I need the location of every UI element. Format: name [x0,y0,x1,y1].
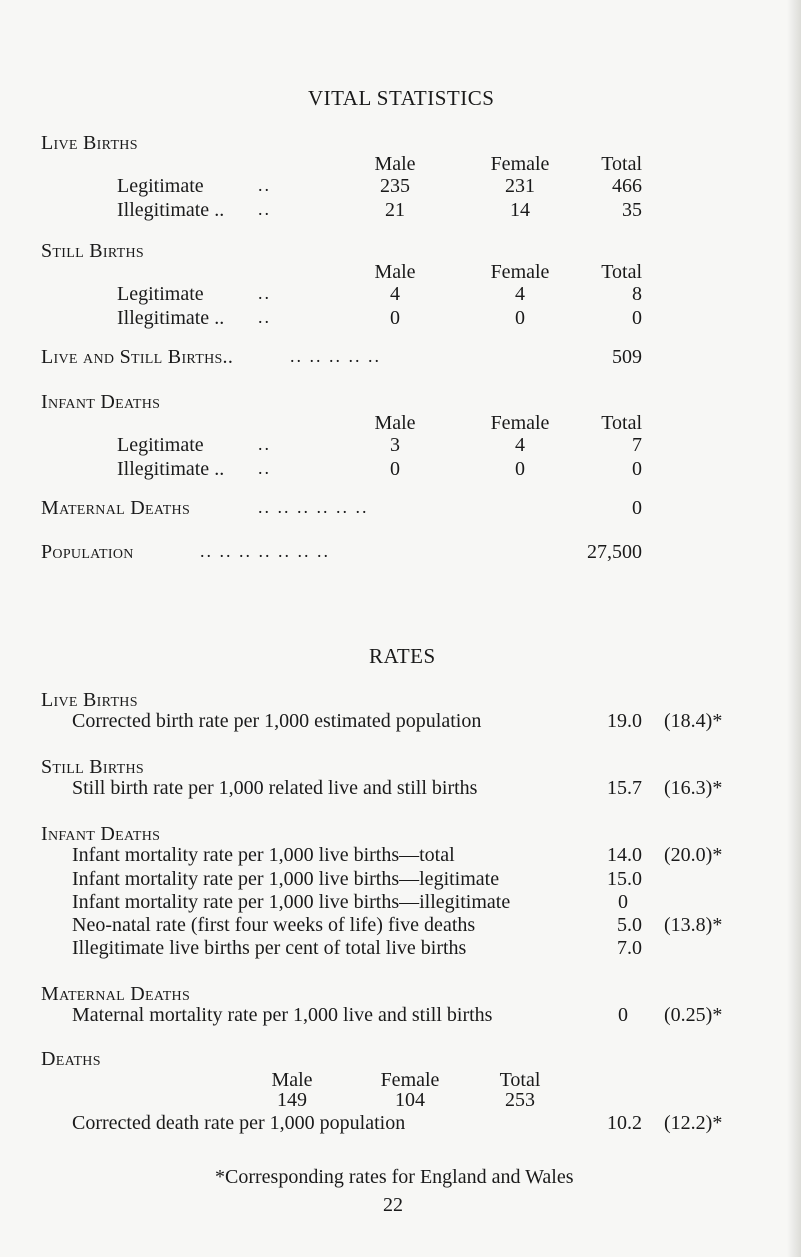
female-value: 0 [515,307,525,329]
rate-label: Corrected death rate per 1,000 population [72,1112,406,1134]
male-value: 21 [385,199,405,221]
still-births-heading: Still Births [41,240,144,262]
col-header-total: Total [601,412,642,434]
live-and-still-value: 509 [612,346,642,368]
female-value: 14 [510,199,530,221]
leader-dots: .. [258,199,271,219]
male-value: 0 [390,307,400,329]
leader-dots: .. .. .. .. .. .. [258,497,369,517]
rate-label: Neo-natal rate (first four weeks of life) five deaths [72,914,476,936]
page-number: 22 [383,1194,403,1216]
rate-value: 10.2 [607,1112,642,1134]
england-wales-rate: (13.8)* [664,914,723,936]
england-wales-rate: (18.4)* [664,710,723,732]
rate-value: 15.0 [607,868,642,890]
england-wales-rate: (16.3)* [664,777,723,799]
leader-dots: .. [258,307,271,327]
total-value: 8 [632,283,642,305]
rate-label: Infant mortality rate per 1,000 live births—legitimate [72,868,500,890]
leader-dots: .. [258,283,271,303]
total-value: 466 [612,175,642,197]
total-value: 0 [632,307,642,329]
rate-value: 5.0 [617,914,642,936]
row-label: Legitimate [117,175,204,197]
rate-label: Illegitimate live births per cent of total live births [72,937,467,959]
rate-value: 7.0 [617,937,642,959]
total-value: 7 [632,434,642,456]
england-wales-rate: (0.25)* [664,1004,723,1026]
row-label: Illegitimate .. [117,199,225,221]
deaths-female-value: 104 [395,1089,425,1111]
live-births-heading: Live Births [41,132,138,154]
infant-deaths-heading: Infant Deaths [41,391,161,413]
population-value: 27,500 [587,541,642,563]
total-value: 35 [622,199,642,221]
row-label: Illegitimate .. [117,307,225,329]
leader-dots: .. [258,458,271,478]
leader-dots: .. [258,175,271,195]
deaths-col-male: Male [271,1069,313,1091]
col-header-male: Male [374,261,416,283]
female-value: 4 [515,434,525,456]
col-header-male: Male [374,412,416,434]
row-label: Legitimate [117,434,204,456]
male-value: 235 [380,175,410,197]
footnote: *Corresponding rates for England and Wales [215,1166,574,1188]
rates-deaths-heading: Deaths [41,1048,101,1070]
col-header-male: Male [374,153,416,175]
rate-value: 19.0 [607,710,642,732]
rates-title: RATES [369,644,436,668]
deaths-col-total: Total [499,1069,541,1091]
col-header-female: Female [490,153,550,175]
leader-dots: .. [258,434,271,454]
deaths-col-female: Female [380,1069,440,1091]
rate-value: 0 [618,891,628,913]
england-wales-rate: (12.2)* [664,1112,723,1134]
live-and-still-label: Live and Still Births.. [41,346,234,368]
col-header-female: Female [490,261,550,283]
rates-live-births-heading: Live Births [41,689,138,711]
maternal-deaths-value: 0 [632,497,642,519]
female-value: 0 [515,458,525,480]
col-header-total: Total [601,261,642,283]
population-label: Population [41,541,134,563]
rate-label: Infant mortality rate per 1,000 live births—illegitimate [72,891,511,913]
england-wales-rate: (20.0)* [664,844,723,866]
col-header-female: Female [490,412,550,434]
rate-label: Infant mortality rate per 1,000 live births—total [72,844,455,866]
male-value: 3 [390,434,400,456]
female-value: 231 [505,175,535,197]
rate-label: Corrected birth rate per 1,000 estimated population [72,710,482,732]
page-title: VITAL STATISTICS [308,86,495,110]
male-value: 4 [390,283,400,305]
leader-dots: .. .. .. .. .. [290,346,381,366]
rate-label: Still birth rate per 1,000 related live and still births [72,777,478,799]
deaths-male-value: 149 [277,1089,307,1111]
deaths-total-value: 253 [505,1089,535,1111]
col-header-total: Total [601,153,642,175]
row-label: Illegitimate .. [117,458,225,480]
rate-value: 0 [618,1004,628,1026]
total-value: 0 [632,458,642,480]
rate-label: Maternal mortality rate per 1,000 live and still births [72,1004,493,1026]
rates-infant-deaths-heading: Infant Deaths [41,823,161,845]
rates-maternal-deaths-heading: Maternal Deaths [41,983,191,1005]
maternal-deaths-label: Maternal Deaths [41,497,191,519]
leader-dots: .. .. .. .. .. .. .. [200,541,330,561]
rate-value: 15.7 [607,777,642,799]
rate-value: 14.0 [607,844,642,866]
row-label: Legitimate [117,283,204,305]
page-edge-shadow [787,0,801,1257]
rates-still-births-heading: Still Births [41,756,144,778]
male-value: 0 [390,458,400,480]
female-value: 4 [515,283,525,305]
